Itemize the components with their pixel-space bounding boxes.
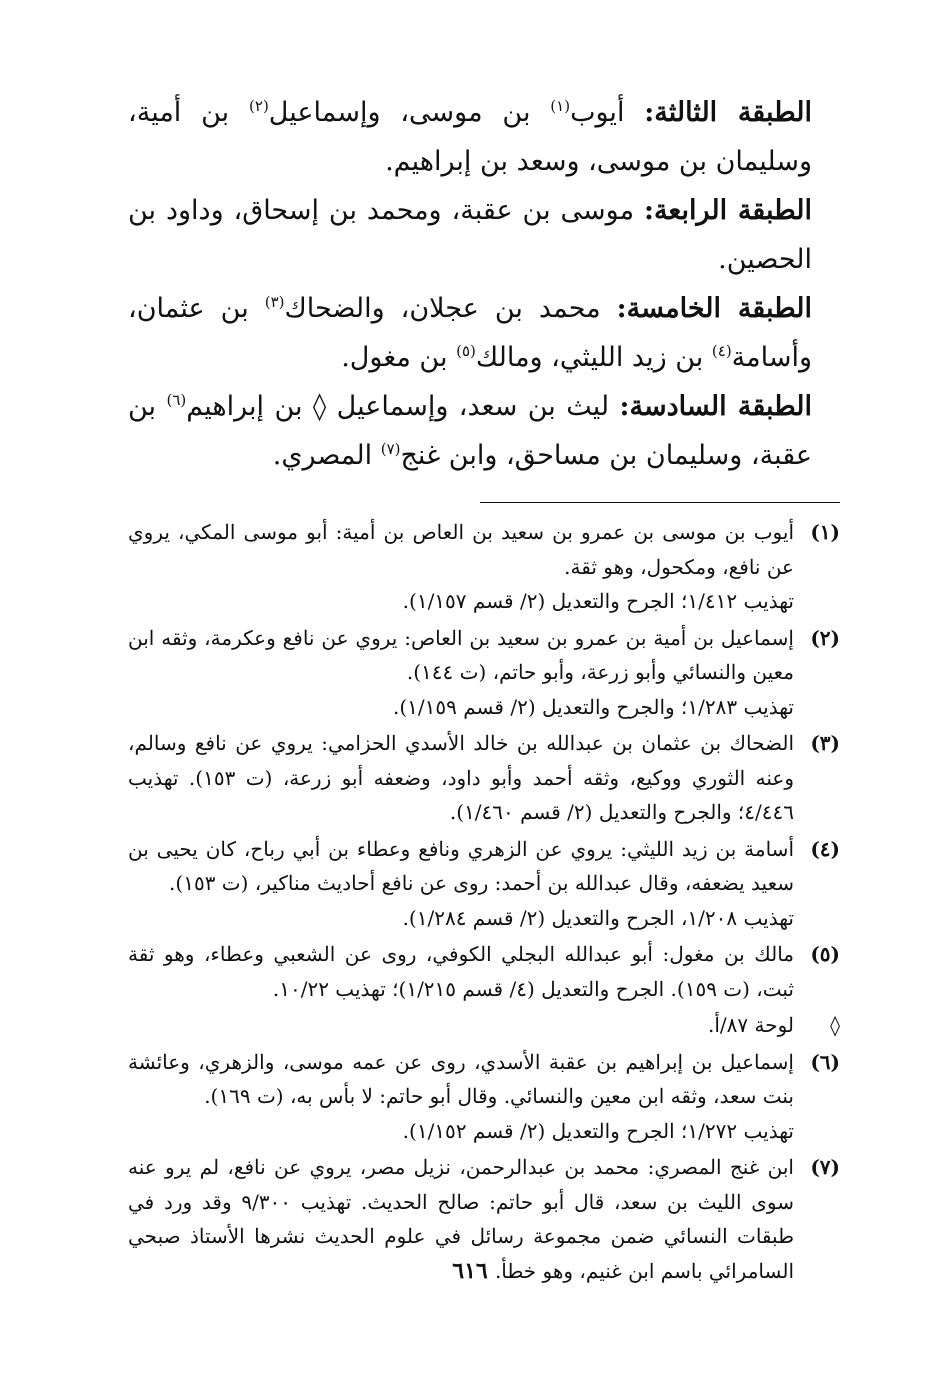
book-page — [128, 88, 840, 1288]
footnote-line: إسماعيل بن أمية بن عمرو بن سعيد بن العاص: يروي عن نافع وعكرمة، وثقه ابن معين والنسائي وأبو زرعة، وأبو حاتم، (ت ١٤٤). — [128, 625, 794, 684]
footnote-line: لوحة ٨٧/أ. — [707, 1013, 794, 1037]
footnote-number: (٧) — [810, 1155, 840, 1179]
footnote — [128, 937, 840, 1006]
footnote-body — [128, 515, 794, 619]
footnote — [128, 832, 840, 936]
tabaqa-label: الطبقة الخامسة: — [616, 293, 812, 324]
footnote-number: ◊ — [830, 1013, 840, 1037]
footnote-ref: (٣) — [264, 293, 285, 311]
footnote-number: (٤) — [810, 836, 840, 861]
footnote-body — [128, 937, 794, 1006]
text-segment: بن عقبة، وسليمان بن مساحق، وابن غنج — [128, 391, 812, 471]
tabaqa-label: الطبقة الثالثة: — [644, 97, 812, 128]
footnote-number: (٣) — [810, 731, 840, 755]
tabaqa-label: الطبقة السادسة: — [619, 391, 813, 422]
tabaqa-paragraph — [128, 88, 840, 186]
footnote-body — [128, 1008, 794, 1043]
footnote — [128, 1045, 840, 1149]
footnote — [128, 726, 840, 830]
footnote-line: تهذيب ١/٢٠٨، الجرح والتعديل (٢/ قسم ١/٢٨٤). — [402, 905, 794, 930]
tabaqa-paragraph — [128, 382, 840, 480]
text-segment: بن زيد الليثي، ومالك — [475, 342, 712, 373]
text-segment: بن أمية، وسليمان بن موسى، وسعد بن إبراهيم. — [128, 97, 812, 177]
text-segment: بن عثمان، وأسامة — [128, 293, 812, 373]
footnote — [128, 621, 840, 725]
footnote — [128, 515, 840, 619]
text-segment: بن موسى، وإسماعيل — [268, 97, 551, 128]
footnote-number: (٦) — [810, 1049, 840, 1074]
footnote-line: ابن غنج المصري: محمد بن عبدالرحمن، نزيل مصر، يروي عن نافع، لم يرو عنه سوى الليث بن سعد، قال أبو حاتم: صالح الحديث. تهذيب ٩/٣٠٠ وقد ورد في طبقات النسائي ضمن مجموعة رسائل في علوم الحديث نشرها الأستاذ صبحي السامرائي باسم ابن غنيم، وهو خطأ. — [128, 1155, 794, 1283]
footnote-ref: (٤) — [711, 342, 732, 360]
footnote-line: أيوب بن موسى بن عمرو بن سعيد بن العاص بن أمية: أبو موسى المكي، يروي عن نافع، ومكحول، وهو ثقة. — [128, 520, 794, 579]
text-segment: موسى بن عقبة، ومحمد بن إسحاق، وداود بن الحصين. — [128, 195, 812, 275]
footnote-line: إسماعيل بن إبراهيم بن عقبة الأسدي، روى عن عمه موسى، والزهري، وعائشة بنت سعد، وثقه ابن معين والنسائي. وقال أبو حاتم: لا بأس به، (ت ١٦٩). — [128, 1049, 794, 1108]
tabaqa-label: الطبقة الرابعة: — [643, 195, 812, 226]
text-segment: محمد بن عجلان، والضحاك — [284, 293, 617, 324]
footnote-body — [128, 621, 794, 725]
tabaqa-paragraph — [128, 284, 840, 382]
footnote-ref: (٢) — [249, 97, 269, 115]
footnote-number: (٥) — [810, 942, 840, 966]
footnote-number: (٢) — [810, 625, 840, 650]
footnote-body — [128, 726, 794, 830]
footnote-line: تهذيب ١/٤١٢؛ الجرح والتعديل (٢/ قسم ١/١٥٧). — [402, 589, 794, 613]
footnote-ref: (٦) — [166, 391, 187, 409]
text-segment: بن مغول. — [341, 342, 457, 373]
footnote-ref: (٧) — [380, 440, 401, 458]
footnote-line: أسامة بن زيد الليثي: يروي عن الزهري ونافع وعطاء بن أبي رباح، كان يحيى بن سعيد يضعفه، وقال عبدالله بن أحمد: روى عن نافع أحاديث مناكير، (ت ١٥٣). — [128, 836, 794, 895]
text-segment: ليث بن سعد، وإسماعيل ◊ بن إبراهيم — [186, 391, 620, 422]
footnote-line: تهذيب ١/٢٧٢؛ الجرح والتعديل (٢/ قسم ١/١٥٢). — [402, 1118, 794, 1143]
footnote — [128, 1008, 840, 1043]
footnote-separator — [480, 502, 840, 503]
footnote-number: (١) — [810, 520, 840, 544]
footnote-body — [128, 1045, 794, 1149]
text-segment: المصري. — [272, 440, 381, 471]
footnote-ref: (١) — [550, 97, 571, 115]
footnote-ref: (٥) — [456, 342, 476, 360]
tabaqa-paragraph — [128, 186, 840, 284]
footnote-line: الضحاك بن عثمان بن عبدالله بن خالد الأسدي الحزامي: يروي عن نافع وسالم، وعنه الثوري ووكيع، وثقه أحمد وأبو داود، وضعفه أبو زرعة، (ت ١٥٣). تهذيب ٤/٤٤٦؛ والجرح والتعديل (٢/ قسم ١/٤٦٠). — [128, 731, 794, 824]
text-segment: أيوب — [570, 97, 645, 128]
footnotes — [128, 515, 840, 1288]
footnote-body — [128, 832, 794, 936]
page-number: ٦١٦ — [452, 1258, 488, 1284]
footnote-line: تهذيب ١/٢٨٣؛ والجرح والتعديل (٢/ قسم ١/١٥٩). — [393, 694, 794, 719]
main-text — [128, 88, 840, 480]
footnote-line: مالك بن مغول: أبو عبدالله البجلي الكوفي، روى عن الشعبي وعطاء، وهو ثقة ثبت، (ت ١٥٩). الجرح والتعديل (٤/ قسم ١/٢١٥)؛ تهذيب ١٠/٢٢. — [128, 942, 794, 1001]
